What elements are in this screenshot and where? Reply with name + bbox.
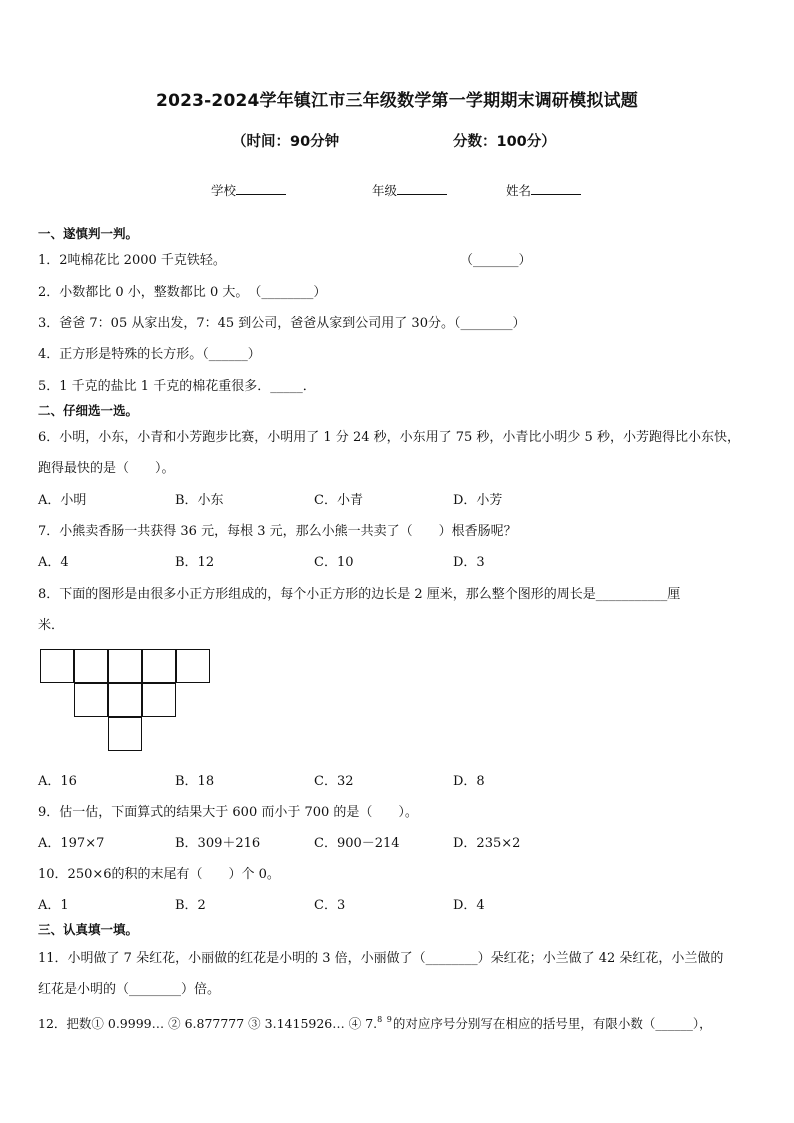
section-3-heading: 三、认真填一填。 <box>38 922 139 937</box>
question-9-option-b: B．309＋216 <box>175 836 261 851</box>
exam-time: （时间：90分钟 <box>232 134 340 150</box>
question-4: 4．正方形是特殊的长方形。（______） <box>38 347 261 362</box>
figure-square <box>74 649 108 683</box>
question-8-option-c: C．32 <box>314 774 354 789</box>
question-12-instruction: 的对应序号分别写在相应的括号里，有限小数（______）， <box>392 1016 712 1031</box>
question-9: 9．估一估，下面算式的结果大于 600 而小于 700 的是（ ）。 <box>38 805 418 820</box>
question-10-option-c: C．3 <box>314 898 346 913</box>
grade-label: 年级 <box>372 183 398 198</box>
repeating-decimal-dots: 8 9 <box>377 1015 393 1024</box>
question-8-option-b: B．18 <box>175 774 215 789</box>
figure-square <box>108 683 142 717</box>
question-6-option-b: B．小东 <box>175 493 224 508</box>
question-2: 2．小数都比 0 小，整数都比 0 大。 （________） <box>38 285 327 300</box>
question-6-option-c: C．小青 <box>314 493 363 508</box>
question-10: 10．250×6的积的末尾有（ ）个 0。 <box>38 867 280 882</box>
question-11-line-1: 11．小明做了 7 朵红花，小丽做的红花是小明的 3 倍，小丽做了（________）朵红花；小兰做了 42 朵红花，小兰做的 <box>38 951 724 966</box>
question-10-option-d: D．4 <box>453 898 485 913</box>
school-blank <box>236 182 286 195</box>
question-7-option-c: C．10 <box>314 555 354 570</box>
figure-square <box>142 649 176 683</box>
question-1: 1．2吨棉花比 2000 千克铁轻。 <box>38 253 226 268</box>
question-7: 7．小熊卖香肠一共获得 36 元，每根 3 元，那么小熊一共卖了（ ）根香肠呢？ <box>38 524 517 539</box>
question-8-option-a: A．16 <box>38 774 77 789</box>
question-6-option-d: D．小芳 <box>453 493 503 508</box>
section-1-heading: 一、遂慎判一判。 <box>38 226 139 241</box>
school-label: 学校 <box>211 183 237 198</box>
figure-square <box>108 649 142 683</box>
question-12 <box>38 1014 712 1032</box>
grade-field <box>372 181 447 199</box>
question-7-option-d: D．3 <box>453 555 485 570</box>
question-10-option-a: A．1 <box>38 898 69 913</box>
school-field <box>211 181 286 199</box>
figure-square <box>108 717 142 751</box>
page-title: 2023-2024学年镇江市三年级数学第一学期期末调研模拟试题 <box>156 91 638 111</box>
question-9-option-a: A．197×7 <box>38 836 105 851</box>
square-figure <box>40 649 214 752</box>
grade-blank <box>397 182 447 195</box>
name-field <box>506 181 581 199</box>
figure-square <box>74 683 108 717</box>
question-5: 5．1 千克的盐比 1 千克的棉花重很多．_____． <box>38 379 316 394</box>
figure-square <box>142 683 176 717</box>
question-9-option-c: C．900－214 <box>314 836 400 851</box>
exam-score: 分数：100分） <box>453 134 556 150</box>
figure-square <box>40 649 74 683</box>
question-12-numbers: 12．把数① 0.9999… ② 6.877777 ③ 3.1415926… ④ 7. <box>38 1016 378 1031</box>
question-8-option-d: D．8 <box>453 774 485 789</box>
name-blank <box>531 182 581 195</box>
name-label: 姓名 <box>506 183 532 198</box>
question-1-blank: （_______） <box>460 253 532 268</box>
question-6-line-1: 6．小明，小东，小青和小芳跑步比赛，小明用了 1 分 24 秒，小东用了 75 秒，小青比小明少 5 秒，小芳跑得比小东快， <box>38 430 740 445</box>
question-3: 3．爸爸 7：05 从家出发，7：45 到公司，爸爸从家到公司用了 30分。（________） <box>38 316 526 331</box>
section-2-heading: 二、仔细选一选。 <box>38 403 139 418</box>
question-9-option-d: D．235×2 <box>453 836 521 851</box>
question-6-line-2: 跑得最快的是（ ）。 <box>38 461 175 476</box>
question-11-line-2: 红花是小明的（________）倍。 <box>38 982 221 997</box>
question-8-line-2: 米． <box>38 618 65 633</box>
question-8-line-1: 8．下面的图形是由很多小正方形组成的，每个小正方形的边长是 2 厘米，那么整个图形的周长是___________厘 <box>38 587 681 602</box>
question-7-option-b: B．12 <box>175 555 215 570</box>
question-7-option-a: A．4 <box>38 555 69 570</box>
question-6-option-a: A．小明 <box>38 493 87 508</box>
figure-square <box>176 649 210 683</box>
question-10-option-b: B．2 <box>175 898 206 913</box>
